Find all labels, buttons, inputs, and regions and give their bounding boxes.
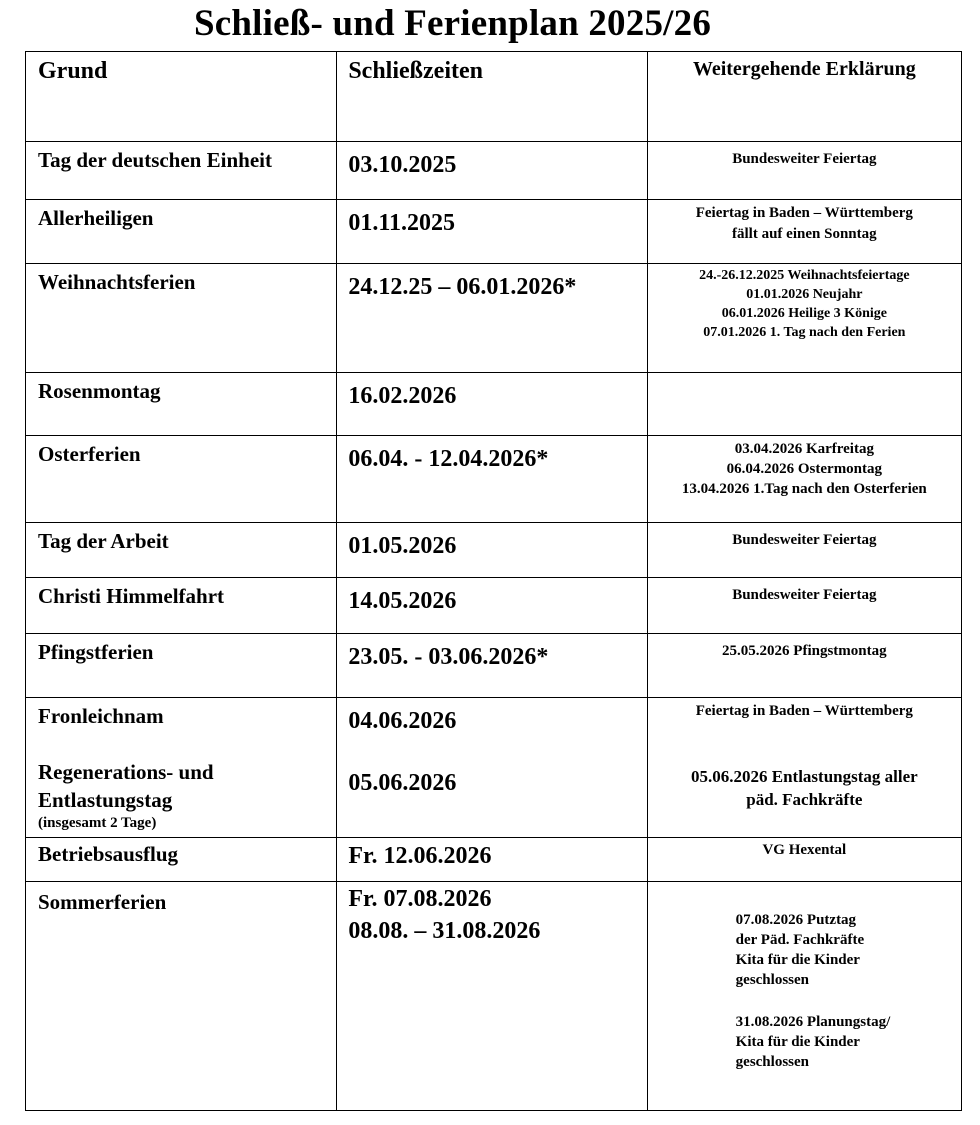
table-row [26, 578, 962, 634]
row-grund: Tag der deutschen Einheit [38, 148, 272, 172]
row-erklaerung [648, 264, 961, 342]
erkl-line: Bundesweiter Feiertag [732, 587, 877, 603]
table-row [26, 142, 962, 200]
erkl-line: der Päd. Fachkräfte [735, 932, 865, 948]
row-zeit: 05.06.2026 [348, 770, 457, 796]
erkl-line: 24.-26.12.2025 Weihnachtsfeiertage [699, 268, 910, 283]
row-grund: Christi Himmelfahrt [38, 584, 225, 608]
erkl-line: 07.08.2026 Putztag [735, 912, 857, 928]
erkl-line: geschlossen [735, 1054, 809, 1070]
table-row [26, 436, 962, 523]
erkl-line: fällt auf einen Sonntag [732, 226, 877, 242]
erkl-line: 13.04.2026 1.Tag nach den Osterferien [681, 481, 927, 497]
row-grund: Rosenmontag [38, 379, 161, 403]
table-row [26, 698, 962, 838]
row-zeit: 23.05. - 03.06.2026* [348, 644, 549, 670]
row-zeit: 14.05.2026 [348, 588, 457, 614]
table-row [26, 523, 962, 578]
table-row [26, 264, 962, 373]
row-zeit: 24.12.25 – 06.01.2026* [348, 274, 577, 300]
erkl-line: Kita für die Kinder [735, 1034, 860, 1050]
row-grund: Betriebsausflug [38, 842, 179, 866]
row-grund: Tag der Arbeit [38, 529, 169, 553]
row-zeit: 06.04. - 12.04.2026* [348, 446, 549, 472]
erkl-line: 03.04.2026 Karfreitag [734, 441, 874, 457]
erkl-line: geschlossen [735, 972, 809, 988]
row-erklaerung [648, 634, 961, 661]
header-schliesszeiten: Schließzeiten [348, 58, 483, 84]
row-grund-line: Entlastungstag [38, 788, 173, 812]
row-grund: Osterferien [38, 442, 141, 466]
row-erklaerung [648, 1012, 961, 1072]
closure-table [25, 51, 962, 1111]
row-zeit: 01.05.2026 [348, 533, 457, 559]
row-erklaerung [648, 765, 961, 811]
row-zeit: 03.10.2025 [348, 152, 457, 178]
erkl-line: päd. Fachkräfte [746, 790, 863, 809]
table-row [26, 634, 962, 698]
row-grund: Sommerferien [38, 890, 167, 914]
row-zeit: Fr. 12.06.2026 [348, 843, 492, 869]
row-grund-note: (insgesamt 2 Tage) [38, 815, 157, 831]
row-zeit: Fr. 07.08.2026 [348, 886, 492, 912]
table-row [26, 838, 962, 882]
row-grund: Allerheiligen [38, 206, 154, 230]
row-erklaerung [648, 910, 961, 990]
header-erklaerung: Weitergehende Erklärung [692, 58, 916, 80]
row-erklaerung [648, 436, 961, 499]
table-row [26, 373, 962, 436]
row-zeit: 01.11.2025 [348, 210, 456, 236]
row-erklaerung [648, 373, 961, 380]
row-erklaerung [648, 838, 961, 860]
erkl-line: 07.01.2026 1. Tag nach den Ferien [703, 325, 906, 340]
erkl-line: 31.08.2026 Planungstag/ [735, 1014, 891, 1030]
page-title: Schließ- und Ferienplan 2025/26 [193, 3, 712, 44]
erkl-line: 25.05.2026 Pfingstmontag [722, 643, 887, 659]
row-grund: Fronleichnam [38, 704, 164, 728]
row-grund-line: Regenerations- und [38, 760, 214, 784]
row-zeit: 04.06.2026 [348, 708, 457, 734]
row-erklaerung [648, 142, 961, 169]
row-grund: Pfingstferien [38, 640, 154, 664]
erkl-line: VG Hexental [762, 842, 847, 858]
row-erklaerung [648, 200, 961, 245]
row-erklaerung [648, 523, 961, 550]
erkl-line: Bundesweiter Feiertag [732, 532, 877, 548]
erkl-line: 05.06.2026 Entlastungstag aller [690, 767, 918, 786]
erkl-line: 06.04.2026 Ostermontag [726, 461, 883, 477]
row-zeit: 08.08. – 31.08.2026 [348, 918, 541, 944]
erkl-line: Feiertag in Baden – Württemberg [695, 205, 913, 221]
row-grund: Weihnachtsferien [38, 270, 196, 294]
erkl-line: 06.01.2026 Heilige 3 Könige [721, 306, 887, 321]
erkl-line: Feiertag in Baden – Württemberg [695, 703, 913, 719]
row-erklaerung [648, 578, 961, 605]
table-header-row [26, 52, 962, 142]
table-row [26, 200, 962, 264]
erkl-line: 01.01.2026 Neujahr [746, 287, 863, 302]
table-row [26, 882, 962, 1111]
erkl-line: Kita für die Kinder [735, 952, 860, 968]
erkl-line: Bundesweiter Feiertag [732, 151, 877, 167]
row-zeit: 16.02.2026 [348, 383, 457, 409]
header-grund: Grund [38, 58, 108, 84]
row-erklaerung [648, 698, 961, 721]
